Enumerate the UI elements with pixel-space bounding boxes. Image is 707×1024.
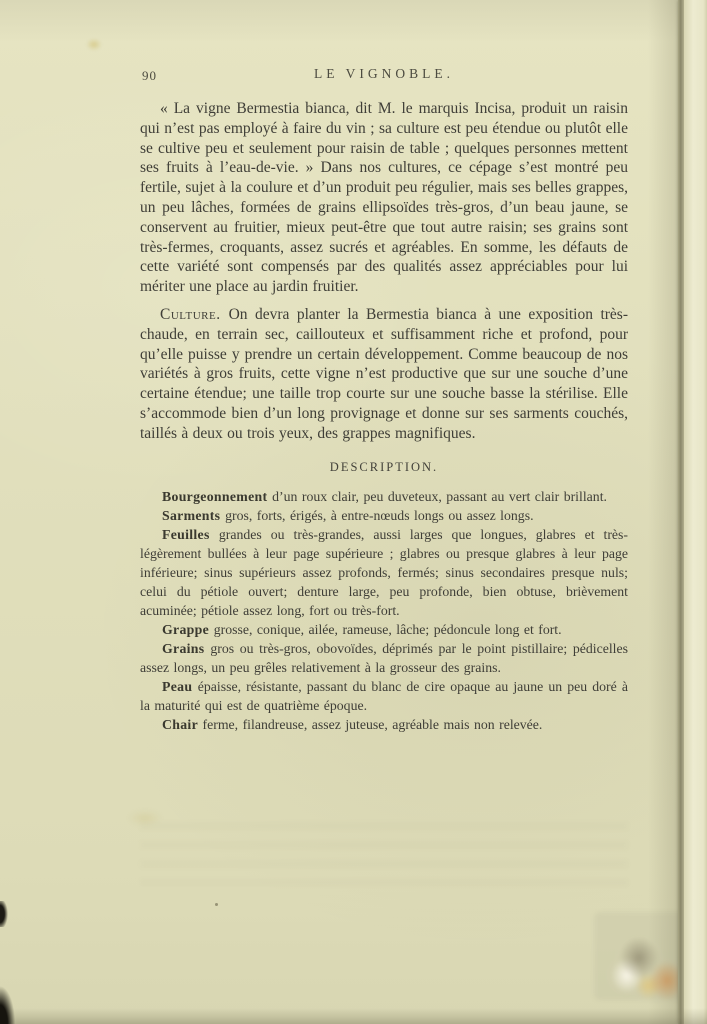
black-mark-left-edge [0,901,8,927]
description-term: Bourgeonnement [162,489,273,505]
text-block [140,99,628,734]
section-heading: DESCRIPTION. [329,459,439,474]
black-mark-corner [0,984,16,1024]
description-item: Peau épaisse, résistante, passant du blanc de cire opaque au jaune un peu doré à la maturité qui est de quatrième époque. [140,679,628,714]
description-item: Sarments gros, forts, érigés, à entre-nœuds longs ou assez longs. [162,508,534,524]
description-term: Grains [162,641,211,657]
paragraph-lead: Culture. [160,305,229,323]
intro-paragraphs [140,99,628,444]
description-item: Chair ferme, filandreuse, assez juteuse, agréable mais non relevée. [162,717,543,733]
description-term: Feuilles [162,527,219,543]
paper-speck [215,903,218,906]
description-item: Bourgeonnement d’un roux clair, peu duveteux, passant au vert clair brillant. [162,489,607,505]
paper-stain-faint [128,810,162,826]
description-term: Sarments [162,508,226,524]
description-term: Grappe [162,622,214,638]
type-area [140,0,628,734]
page-number: 90 [142,68,157,83]
description-item: Feuilles grandes ou très-grandes, aussi larges que longues, glabres et très-légèrement bullées à leur page supérieure ; glabres ou presque glabres à leur page inférieure; sinus supérieurs assez profonds, fermés; sinus secondaires presque nuls; celui du pétiole ouvert; denture large, peu profonde, bien obtuse, brièvement acuminée; pétiole assez long, fort ou très-fort. [140,527,628,619]
next-page-edge [684,0,707,1024]
description-term: Chair [162,717,203,733]
reverse-side-show-through [140,822,628,886]
description-term: Peau [162,679,198,695]
paper-speck [592,145,595,148]
paragraph: Culture. On devra planter la Bermestia bianca à une exposition très-chaude, en terrain sec, caillouteux et suffisamment riche et profond, pour qu’elle puisse y prendre un certain développement. Comme beaucoup de nos variétés à gros fruits, cette vigne n’est productive que sur une souche d’une certaine étendue; une taille trop courte sur une souche basse la stérilise. Elle s’accommode bien d’un long provignage et donne sur ses sarments couchés, taillés à deux ou trois yeux, des grappes magnifiques. [140,305,628,442]
paragraph: « La vigne Bermestia bianca, dit M. le marquis Incisa, produit un raisin qui n’est pas employé à faire du vin ; sa culture est peu étendue ou plutôt elle se cultive peu et seulement pour raisin de table ; quelques personnes mettent ses fruits à l’eau-de-vie. » Dans nos cultures, ce cépage s’est montré peu fertile, sujet à la coulure et d’un produit peu régulier, mais ses belles grappes, un peu lâches, formées de grains ellipsoïdes très-gros, d’un beau jaune, se conservent au fruitier, mieux peut-être que tout autre raisin; ses grains sont très-fermes, croquants, assez sucrés et agréables. En somme, les défauts de cette variété sont compensés par des qualités assez appréciables pour lui mériter une place au jardin fruitier. [140,100,628,296]
page-curve-shadow [648,0,680,1024]
description-item: Grains gros ou très-gros, obovoïdes, déprimés par le point pistillaire; pédicelles assez longs, un peu grêles relativement à la grosseur des grains. [140,641,628,676]
description-list [140,487,628,734]
description-item: Grappe grosse, conique, ailée, rameuse, lâche; pédoncule long et fort. [162,622,562,638]
paper-stain-yellow [86,38,102,51]
bottom-edge-shadow [0,1008,707,1024]
page-header [140,66,628,84]
running-title: LE VIGNOBLE. [314,66,454,81]
